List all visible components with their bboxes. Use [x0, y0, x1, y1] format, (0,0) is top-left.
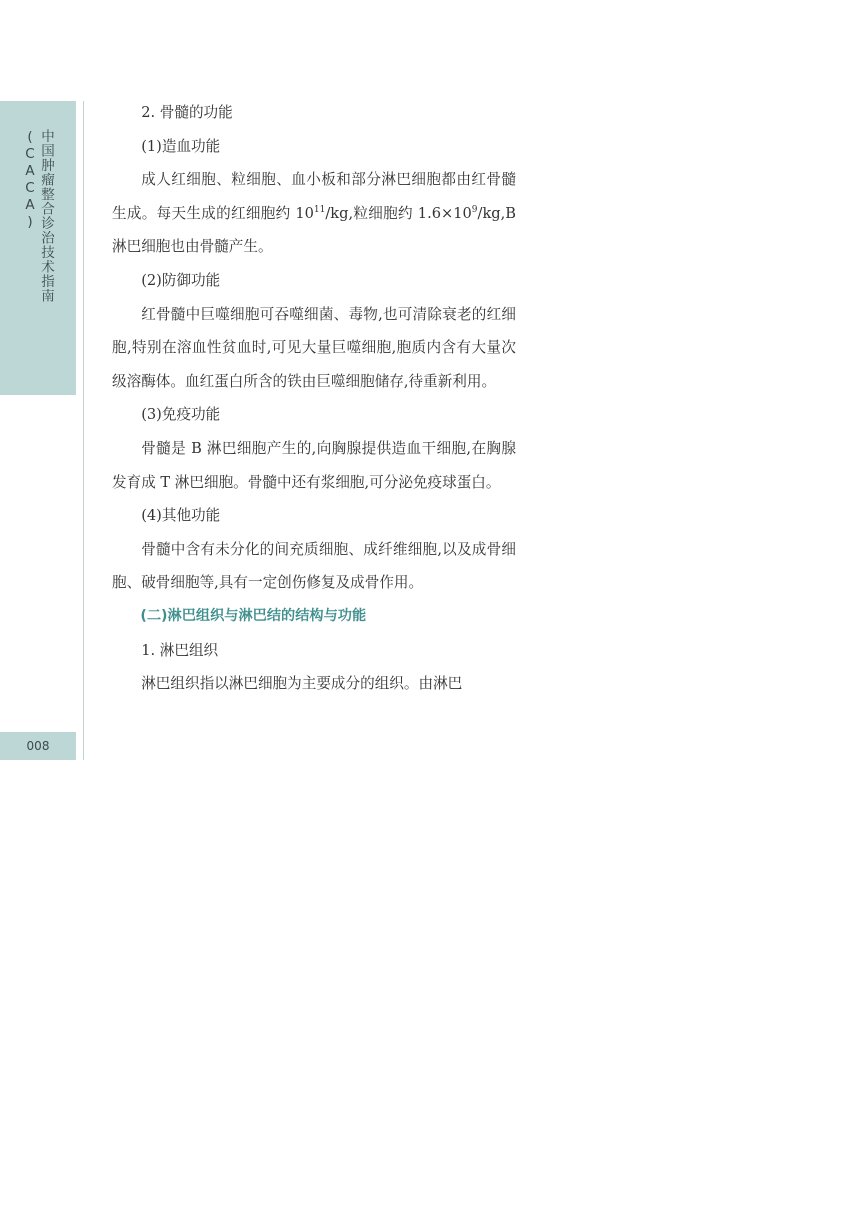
superscript: 9: [471, 204, 478, 215]
margin-divider: [83, 101, 84, 760]
section-heading-lymph: (二)淋巴组织与淋巴结的结构与功能: [140, 607, 367, 624]
text-run: /kg,粒细胞约 1.6×10: [325, 204, 472, 222]
subheading-bone-marrow-function: 2. 骨髓的功能: [141, 104, 233, 121]
book-title: 中国肿瘤整合诊治技术指南(CACA): [22, 129, 54, 303]
page-content: [112, 96, 516, 701]
paragraph-defense: 红骨髓中巨噬细胞可吞噬细菌、毒物,也可清除衰老的红细胞,特别在溶血性贫血时,可见大量巨噬细胞,胞质内含有大量次级溶酶体。血红蛋白所含的铁由巨噬细胞储存,待重新利用。: [112, 305, 516, 390]
subheading-lymph-tissue: 1. 淋巴组织: [141, 641, 219, 659]
paragraph-other: 骨髓中含有未分化的间充质细胞、成纤维细胞,以及成骨细胞、破骨细胞等,具有一定创伤修复及成骨作用。: [112, 540, 516, 592]
subheading-hematopoiesis: (1)造血功能: [141, 137, 221, 155]
paragraph-lymph-tissue: 淋巴组织指以淋巴细胞为主要成分的组织。由淋巴: [141, 675, 463, 693]
text-run: 成人红细胞、粒细胞、血小板和部分淋巴细胞都由红骨髓生成。每天生成的红细胞约 10: [112, 171, 516, 222]
subheading-other: (4)其他功能: [141, 507, 221, 525]
paragraph-immune: 骨髓是 B 淋巴细胞产生的,向胸腺提供造血干细胞,在胸腺发育成 T 淋巴细胞。骨髓中还有浆细胞,可分泌免疫球蛋白。: [112, 439, 516, 491]
page-number: 008: [0, 732, 76, 760]
superscript: 11: [313, 204, 326, 215]
subheading-immune: (3)免疫功能: [141, 406, 221, 424]
text-run: /kg,B 淋巴细胞也由骨髓产生。: [112, 204, 516, 256]
paragraph-hematopoiesis: [112, 163, 516, 264]
subheading-defense: (2)防御功能: [141, 271, 221, 289]
side-tab: [0, 101, 76, 395]
